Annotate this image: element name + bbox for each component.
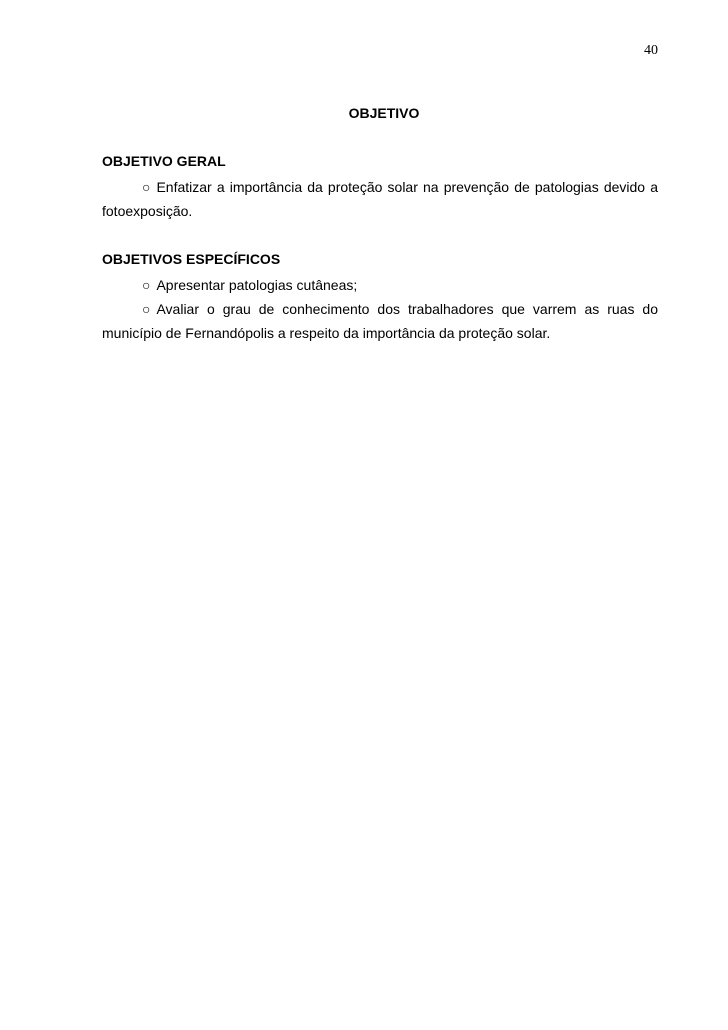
- list-item-text: Enfatizar a importância da proteção solar na prevenção de patologias devido a fotoexposição.: [102, 179, 658, 219]
- list-item: [102, 175, 658, 223]
- circle-bullet-icon: ○: [142, 277, 151, 293]
- list-item-text: Apresentar patologias cutâneas;: [156, 277, 358, 293]
- document-body: [102, 101, 658, 345]
- page-title: OBJETIVO: [348, 105, 420, 121]
- list-item-text: Avaliar o grau de conhecimento dos trabalhadores que varrem as ruas do município de Fernandópolis a respeito da importância da proteção solar.: [102, 301, 658, 341]
- list-item: [102, 273, 658, 297]
- section-heading-objetivos-especificos: OBJETIVOS ESPECÍFICOS: [102, 251, 281, 267]
- section-heading-objetivo-geral: OBJETIVO GERAL: [102, 153, 226, 169]
- circle-bullet-icon: ○: [142, 301, 151, 317]
- page-number: 40: [644, 43, 658, 58]
- circle-bullet-icon: ○: [142, 179, 151, 195]
- list-item: [102, 297, 658, 345]
